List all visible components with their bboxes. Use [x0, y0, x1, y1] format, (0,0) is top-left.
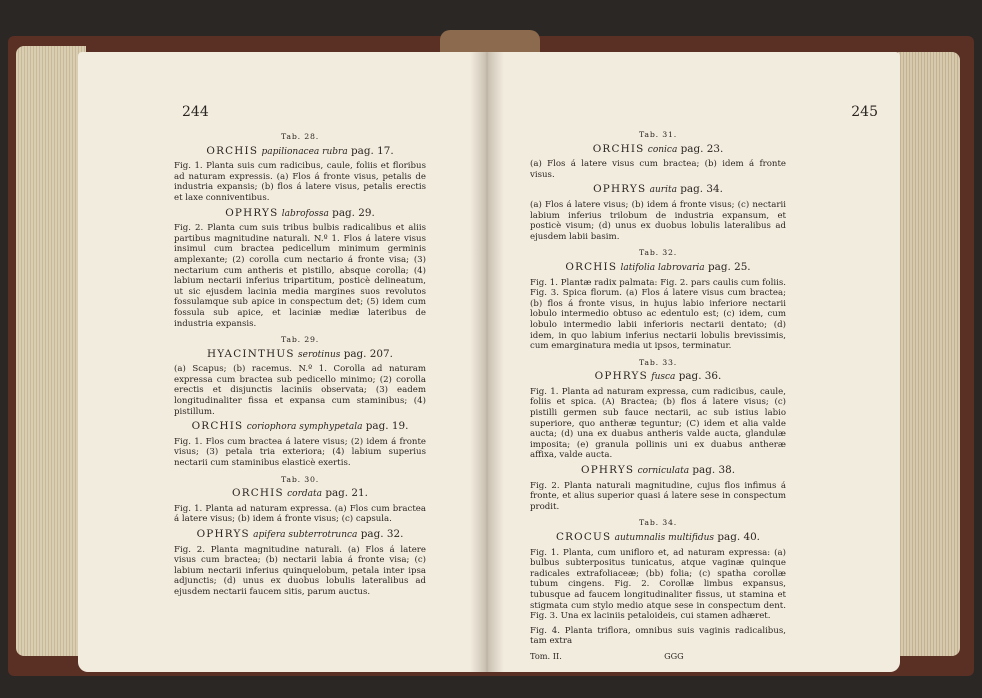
- species-heading: [530, 371, 786, 383]
- plate-number: Tab. 31.: [639, 130, 677, 139]
- genus-name: OPHRYS: [580, 464, 635, 477]
- species-heading: [530, 465, 786, 477]
- page-reference: pag. 25.: [707, 260, 751, 273]
- page-reference: pag. 32.: [360, 528, 404, 540]
- species-epithet: corniculata: [637, 466, 690, 477]
- species-heading: [174, 529, 426, 541]
- genus-name: ORCHIS: [565, 260, 618, 273]
- genus-name: ORCHIS: [232, 487, 284, 500]
- page-reference: pag. 34.: [680, 183, 723, 196]
- species-heading: [174, 488, 426, 500]
- left-page-edges: [16, 46, 86, 656]
- species-epithet: conica: [647, 144, 678, 155]
- genus-name: ORCHIS: [206, 144, 259, 157]
- species-heading: [530, 184, 786, 196]
- figure-description: Fig. 2. Planta cum suis tribus bulbis radicalibus et aliis partibus magnitudine naturali. N.º 1. Flos á latere visus insimul cum bractea pedicellum minimum germinis amplexante; (2) corolla cum nectario á fronte visa; (3) nectarium cum antheris et pistillo, absque corolla; (4) labium nectarii inferius tripartitum, posticè delineatum, ut sic ejusdem lacinia media margines suos revolutos fossulamque sub apice in conspectum det; (5) idem cum fossula sub apice, et laciniæ mediæ lateribus de industria expansis.: [174, 223, 426, 329]
- page-reference: pag. 38.: [692, 464, 736, 477]
- genus-name: OPHRYS: [225, 206, 279, 219]
- plate-number: Tab. 29.: [281, 335, 319, 345]
- species-epithet: apifera subterrotrunca: [253, 530, 358, 540]
- page-reference: pag. 17.: [351, 144, 394, 157]
- species-heading: [530, 262, 786, 274]
- volume-mark: Tom. II.: [530, 650, 562, 661]
- figure-description: Fig. 1. Planta suis cum radicibus, caule, foliis et floribus ad naturam expressis. (a) Flos á fronte visus, petalis de industria expansis; (b) flos á latere visus, petalis erectis et laxe conniventibus.: [174, 161, 426, 203]
- page-reference: pag. 207.: [343, 347, 393, 360]
- page-reference: pag. 36.: [678, 370, 722, 383]
- plate-number: Tab. 32.: [639, 248, 677, 258]
- figure-description: Fig. 1. Planta ad naturam expressa, cum radicibus, caule, foliis et spica. (A) Bractea; (b) flos á latere visus; (c) pistilli germen sub fauce nectarii, ac sub istius labio superiore, quo antheræ teguntur; (C) idem et alia valde aucta; (d) una ex duabus antheris valde aucta, glandulæ imposita; (e) granula pollinis uni ex duabus antheræ affixa, valde aucta.: [530, 386, 786, 461]
- genus-name: ORCHIS: [592, 142, 645, 155]
- species-epithet: serotinus: [298, 349, 341, 360]
- species-epithet: fusca: [651, 372, 676, 383]
- right-page: [486, 52, 900, 672]
- species-epithet: labrofossa: [281, 208, 329, 219]
- page-reference: pag. 23.: [680, 142, 724, 155]
- figure-description: Fig. 1. Planta, cum unifloro et, ad naturam expressa: (a) bulbus subterpositus tunicatus, atque vaginæ quinque radicales extrafoliaceæ; (bb) folia; (c) spatha corollæ tubum cingens. Fig. 2. Corollæ limbus expansus, tubusque ad faucem longitudinaliter fissus, ut stamina et stigmata cum stylo medio atque sese in conspectum dent. Fig. 3. Una ex laciniis petaloideis, cui stamen adhæret.: [530, 547, 786, 622]
- figure-description: (a) Flos á latere visus; (b) idem á fronte visus; (c) nectarii labium inferius trilobum de industria expansum, et posticè visum; (d) unus ex duobus lobulis lateralibus ad ejusdem labii basim.: [530, 199, 786, 242]
- page-number-right: 245: [851, 104, 878, 120]
- left-page: [78, 52, 486, 672]
- plate-number: Tab. 33.: [639, 357, 677, 367]
- figure-description: Fig. 1. Flos cum bractea á latere visus; (2) idem á fronte visus; (3) petala tria exteriora; (4) labium superius nectarii cum staminibus elasticè exertis.: [174, 436, 426, 469]
- plate-number: Tab. 34.: [639, 518, 677, 528]
- species-heading: [174, 421, 426, 433]
- signature-mark: GGG: [664, 650, 684, 661]
- figure-description: Fig. 2. Planta magnitudine naturali. (a) Flos á latere visus cum bractea; (b) nectarii labia á fronte visa; (c) labium nectarii inferius quinquelobum, petala inter ipsa adjunctis; (d) unus ex duobus lobulis lateralibus ad ejusdem nectarii faucem sitis, parum auctus.: [174, 544, 426, 597]
- page-reference: pag. 29.: [332, 206, 375, 219]
- plate-number: Tab. 28.: [281, 132, 319, 141]
- figure-description: Fig. 2. Planta naturali magnitudine, cujus flos infimus á fronte, et alius superior quasi á latere sese in conspectum prodit.: [530, 480, 786, 512]
- species-heading: [174, 146, 426, 158]
- species-heading: [174, 208, 426, 220]
- page-number-left: 244: [182, 104, 209, 120]
- figure-description: Fig. 1. Plantæ radix palmata: Fig. 2. pars caulis cum foliis. Fig. 3. Spica florum. (a) Flos á latere visus cum bractea; (b) flos á fronte visus, in hujus labio inferiore nectarii lobulo intermedio obtuso ac edentulo est; (c) idem, cum lobulo intermedio labii inferioris nectarii dentato; (d) idem, in quo labium inferius nectarii lobulis brevissimis, cum emarginatura media ut ipsos, terminatur.: [530, 277, 786, 352]
- page-reference: pag. 19.: [365, 420, 409, 433]
- genus-name: ORCHIS: [191, 420, 244, 433]
- species-epithet: latifolia labrovaria: [620, 262, 705, 273]
- genus-name: HYACINTHUS: [207, 347, 295, 360]
- page-footer: [530, 651, 786, 662]
- species-epithet: autumnalis multifidus: [614, 533, 715, 543]
- genus-name: OPHRYS: [594, 370, 648, 383]
- book-spine-top: [440, 30, 540, 54]
- left-page-text: [174, 126, 426, 602]
- genus-name: OPHRYS: [196, 528, 250, 540]
- figure-description: (a) Scapus; (b) racemus. N.º 1. Corolla ad naturam expressa cum bractea sub pedicello minimo; (2) corolla erectis et disjunctis laciniis observata; (3) eadem longitudinaliter fissa et expansa cum staminibus; (4) pistillum.: [174, 364, 426, 417]
- species-heading: [530, 532, 786, 544]
- figure-description: Fig. 4. Planta triflora, omnibus suis vaginis radicalibus, tam extra: [530, 625, 786, 647]
- right-page-text: [530, 124, 786, 662]
- page-reference: pag. 40.: [717, 531, 760, 543]
- species-epithet: cordata: [287, 489, 322, 500]
- figure-description: (a) Flos á latere visus cum bractea; (b) idem á fronte visus.: [530, 159, 786, 180]
- right-page-edges: [898, 52, 960, 656]
- genus-name: CROCUS: [556, 531, 612, 543]
- plate-number: Tab. 30.: [281, 474, 319, 484]
- species-epithet: coriophora symphypetala: [246, 422, 363, 433]
- species-epithet: papilionacea rubra: [261, 146, 348, 157]
- species-heading: [530, 144, 786, 156]
- figure-description: Fig. 1. Planta ad naturam expressa. (a) Flos cum bractea á latere visus; (b) idem á fronte visus; (c) capsula.: [174, 503, 426, 525]
- species-epithet: aurita: [649, 185, 677, 196]
- species-heading: [174, 349, 426, 361]
- genus-name: OPHRYS: [593, 183, 647, 196]
- page-reference: pag. 21.: [325, 487, 368, 500]
